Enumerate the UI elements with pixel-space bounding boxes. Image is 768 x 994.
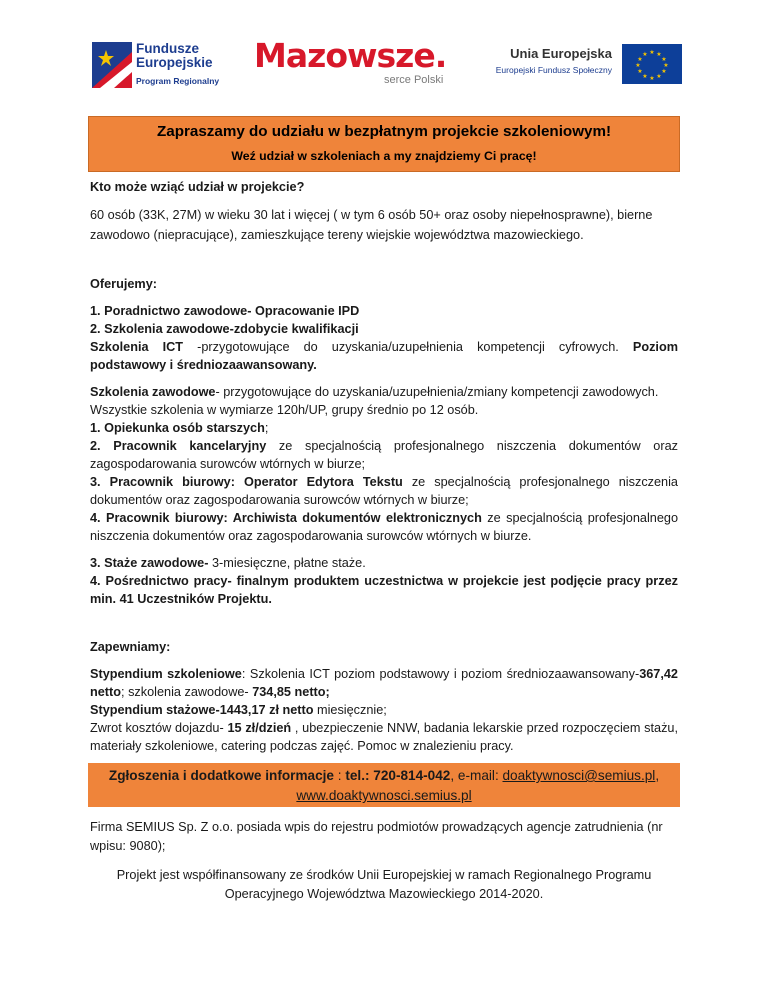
mazowsze-sub: serce Polski: [384, 74, 444, 86]
eu-logo-text: [496, 46, 612, 75]
offer-heading-text: Oferujemy:: [90, 277, 157, 291]
course-4-text: ze specjalnością profesjonalnego niszczenia dokumentów oraz zagospodarowania surowców wtórnych w biurze.: [90, 511, 678, 543]
svg-text:★: ★: [661, 56, 667, 63]
contact-label: Zgłoszenia i dodatkowe informacje: [108, 768, 334, 783]
course-1-bold: 1. Opiekunka osób starszych: [90, 421, 265, 435]
item3-text: 3-miesięczne, płatne staże.: [208, 556, 366, 570]
s3-text: Zwrot kosztów dojazdu-: [90, 721, 228, 735]
offer-item4: [90, 572, 678, 608]
course-2-bold: 2. Pracownik kancelaryjny: [90, 439, 267, 453]
eu-sub: Europejski Fundusz Społeczny: [495, 65, 612, 75]
ict-level: Poziom podstawowy i średniozaawansowany.: [90, 340, 678, 372]
svg-text:★: ★: [649, 75, 655, 82]
svg-text:★: ★: [661, 68, 667, 75]
contact-email-label: , e-mail:: [450, 768, 503, 783]
banner-title: Zapraszamy do udziału w bezpłatnym projekcie szkoleniowym!: [156, 123, 612, 140]
offer-vocational: [90, 383, 678, 401]
eu-title: Unia Europejska: [510, 46, 612, 61]
offer-item3: [90, 554, 678, 572]
ict-text: -przygotowujące do uzyskania/uzupełnienia kompetencji cyfrowych.: [183, 340, 633, 354]
course-1-text: ;: [264, 421, 269, 435]
s1-text: : Szkolenia ICT poziom podstawowy i poziom średniozaawansowany-: [241, 667, 640, 681]
provide-stipend-training: [90, 665, 678, 701]
offer-item1: [90, 302, 678, 320]
contact-banner: [88, 763, 680, 807]
voc-line2: Wszystkie szkolenia w wymiarze 120h/UP, grupy średnio po 12 osób.: [90, 403, 479, 417]
course-4: [90, 509, 678, 545]
svg-text:★: ★: [635, 62, 641, 69]
course-3: [90, 473, 678, 509]
svg-text:★: ★: [656, 51, 662, 58]
voc-bold: Szkolenia zawodowe: [90, 385, 216, 399]
s1-text2: ; szkolenia zawodowe-: [121, 685, 253, 699]
fundusze-europejskie-logo: [92, 40, 242, 92]
fe-line2: Europejskie: [136, 54, 213, 70]
who-heading-text: Kto może wziąć udział w projekcie?: [90, 180, 305, 194]
svg-text:★: ★: [637, 68, 643, 75]
company-registry-note: Firma SEMIUS Sp. Z o.o. posiada wpis do rejestru podmiotów prowadzących agencje zatrudnienia (nr wpisu: 9080);: [90, 820, 663, 853]
s2-bold: Stypendium stażowe-1443,17 zł netto: [90, 703, 314, 717]
s3-bold: 15 zł/dzień: [227, 721, 292, 735]
header-banner: [88, 116, 680, 172]
s3-text2: , ubezpieczenie NNW, badania lekarskie przed rozpoczęciem stażu, materiały szkoleniowe, catering podczas zajęć. Pomoc w znalezieniu pracy.: [90, 721, 678, 753]
svg-text:★: ★: [637, 56, 643, 63]
eu-logo: [482, 42, 682, 92]
s1-amount2: 734,85 netto;: [252, 685, 330, 699]
flyer-content: [90, 178, 678, 755]
course-3-text: ze specjalnością profesjonalnego niszczenia dokumentów oraz zagospodarowania surowców wtórnych w biurze;: [90, 475, 678, 507]
voc-text: - przygotowujące do uzyskania/uzupełnienia/zmiany kompetencji zawodowych.: [215, 385, 659, 399]
provide-heading: [90, 638, 678, 656]
contact-phone[interactable]: tel.: 720-814-042: [345, 768, 451, 783]
offer-item2: [90, 320, 678, 338]
s1-bold: Stypendium szkoleniowe: [90, 667, 242, 681]
item4-bold: 4. Pośrednictwo pracy- finalnym produktem uczestnictwa w projekcie jest podjęcie pracy przez min. 41 Uczestników Projektu.: [90, 574, 678, 606]
item3-bold: 3. Staże zawodowe-: [90, 556, 209, 570]
course-1: [90, 419, 678, 437]
fe-logo-text: [136, 42, 213, 69]
who-text: 60 osób (33K, 27M) w wieku 30 lat i więcej ( w tym 6 osób 50+ oraz osoby niepełnosprawne), bierne zawodowo (niepracujące), zamieszkujące tereny wiejskie województwa mazowieckiego.: [90, 208, 653, 242]
svg-text:★: ★: [649, 49, 655, 56]
offer-ict: [90, 338, 678, 374]
eu-flag-icon: [622, 44, 682, 84]
logo-bar: [0, 36, 768, 96]
offer-item2-text: 2. Szkolenia zawodowe-zdobycie kwalifikacji: [90, 322, 359, 336]
svg-text:★: ★: [642, 51, 648, 58]
banner-subtitle: Weź udział w szkoleniach a my znajdziemy Ci pracę!: [231, 149, 537, 163]
course-2-text: ze specjalnością profesjonalnego niszczenia dokumentów oraz zagospodarowania surowców wtórnych w biurze;: [90, 439, 678, 471]
mazowsze-word: Mazowsze.: [254, 36, 447, 75]
fe-flag-icon: [92, 42, 132, 88]
offer-heading: [90, 275, 678, 293]
s1-amount: 367,42 netto: [90, 667, 678, 699]
course-3-bold: 3. Pracownik biurowy: Operator Edytora Tekstu: [90, 475, 403, 489]
contact-email-link[interactable]: doaktywnosci@semius.pl: [502, 768, 656, 783]
svg-text:★: ★: [663, 62, 669, 69]
svg-text:★: ★: [642, 73, 648, 80]
fe-sub-text: Program Regionalny: [136, 76, 220, 86]
course-2: [90, 437, 678, 473]
contact-sep: :: [333, 768, 346, 783]
provide-travel: [90, 719, 678, 755]
contact-website-link[interactable]: www.doaktywnosci.semius.pl: [296, 788, 472, 803]
fe-line1: Fundusze: [136, 41, 199, 56]
course-4-bold: 4. Pracownik biurowy: Archiwista dokumentów elektronicznych: [90, 511, 482, 525]
provide-heading-text: Zapewniamy:: [90, 640, 171, 654]
svg-text:★: ★: [656, 73, 662, 80]
mazowsze-logo: [254, 36, 454, 92]
cofinanced-note: Projekt jest współfinansowany ze środków Unii Europejskiej w ramach Regionalnego Programu Operacyjnego Województwa Mazowieckiego 2014-2020.: [116, 868, 652, 901]
provide-stipend-internship: [90, 701, 678, 719]
offer-item1-text: 1. Poradnictwo zawodowe- Opracowanie IPD: [90, 304, 360, 318]
contact-comma: ,: [655, 768, 660, 783]
who-heading: [90, 178, 678, 196]
ict-bold: Szkolenia ICT: [90, 340, 184, 354]
s2-text: miesięcznie;: [313, 703, 387, 717]
